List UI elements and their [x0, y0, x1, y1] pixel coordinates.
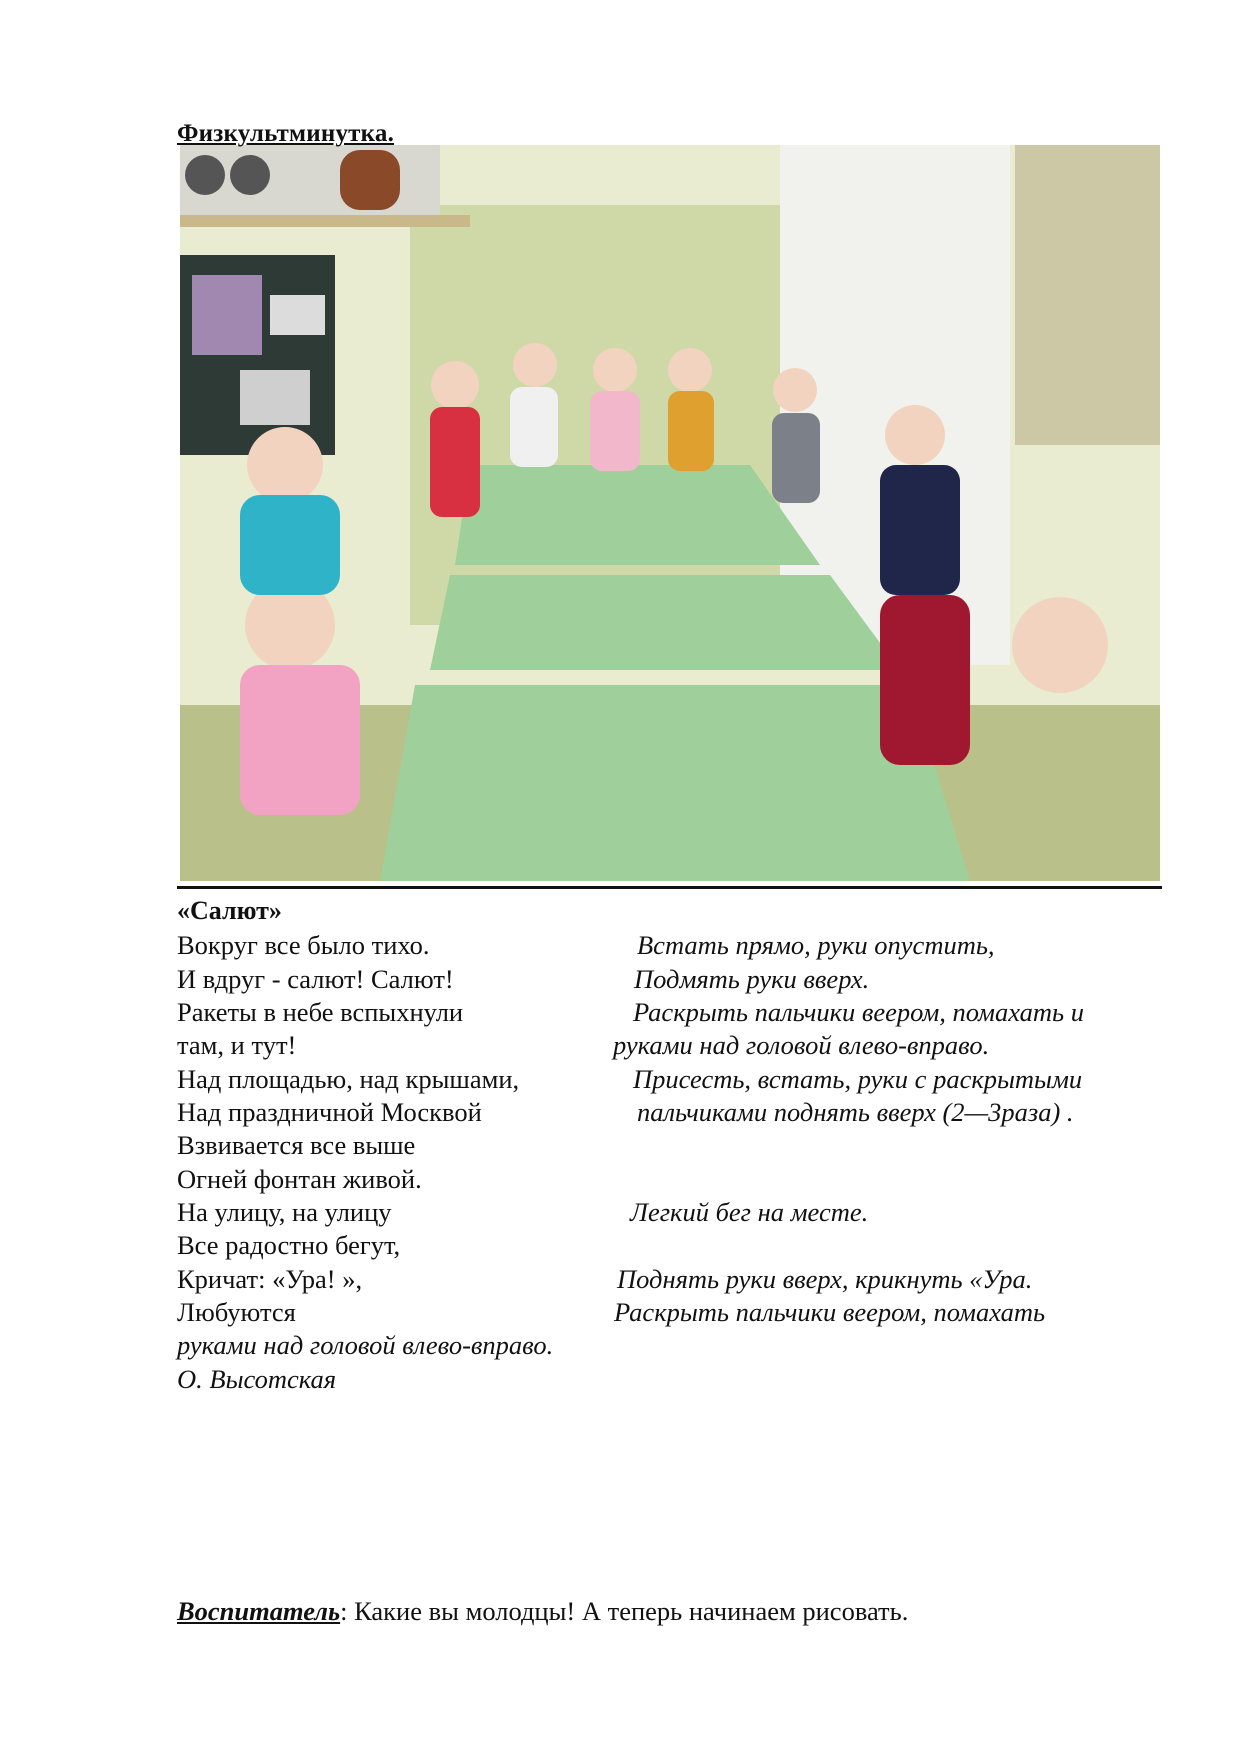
teacher-text: : Какие вы молодцы! А теперь начинаем рисовать.	[340, 1596, 909, 1626]
action-line-11: Поднять руки вверх, крикнуть «Ура.	[617, 1264, 1033, 1294]
poem-line-6: Над праздничной Москвой	[177, 1097, 482, 1127]
action-line-3: Раскрыть пальчики веером, помахать и	[633, 997, 1084, 1027]
poem-line-9: На улицу, на улицу	[177, 1197, 392, 1227]
action-line-4: руками над головой влево-вправо.	[613, 1030, 990, 1060]
action-line-1: Встать прямо, руки опустить,	[637, 930, 995, 960]
poem-line-11: Кричат: «Ура! »,	[177, 1264, 363, 1294]
poem-line-4: там, и тут!	[177, 1030, 297, 1060]
action-line-5: Присесть, встать, руки с раскрытыми	[633, 1064, 1083, 1094]
poem-line-2: И вдруг - салют! Салют!	[177, 964, 454, 994]
poem-line-5: Над площадью, над крышами,	[177, 1064, 520, 1094]
photo-table-mid	[430, 575, 900, 670]
poem-line-3: Ракеты в небе вспыхнули	[177, 997, 464, 1027]
poem-line-10: Все радостно бегут,	[177, 1230, 401, 1260]
poem-line-12: Любуются	[177, 1297, 296, 1327]
action-line-6: пальчиками поднять вверх (2—3раза) .	[637, 1097, 1074, 1127]
teacher-remark	[177, 1596, 908, 1627]
children-exercise-photo	[180, 145, 1160, 881]
action-line-tail: руками над головой влево-вправо.	[177, 1330, 554, 1360]
poem-author: О. Высотская	[177, 1364, 337, 1394]
poem-line-8: Огней фонтан живой.	[177, 1164, 422, 1194]
poem-title: «Салют»	[177, 896, 282, 925]
poem-line-1: Вокруг все было тихо.	[177, 930, 430, 960]
action-line-12: Раскрыть пальчики веером, помахать	[614, 1297, 1046, 1327]
action-line-2: Подмять руки вверх.	[634, 964, 870, 994]
teacher-label: Воспитатель	[177, 1596, 341, 1626]
photo-bottom-rule	[177, 886, 1162, 889]
action-line-9: Легкий бег на месте.	[630, 1197, 869, 1227]
page-heading: Физкультминутка.	[177, 120, 395, 147]
poem-line-7: Взвивается все выше	[177, 1130, 416, 1160]
